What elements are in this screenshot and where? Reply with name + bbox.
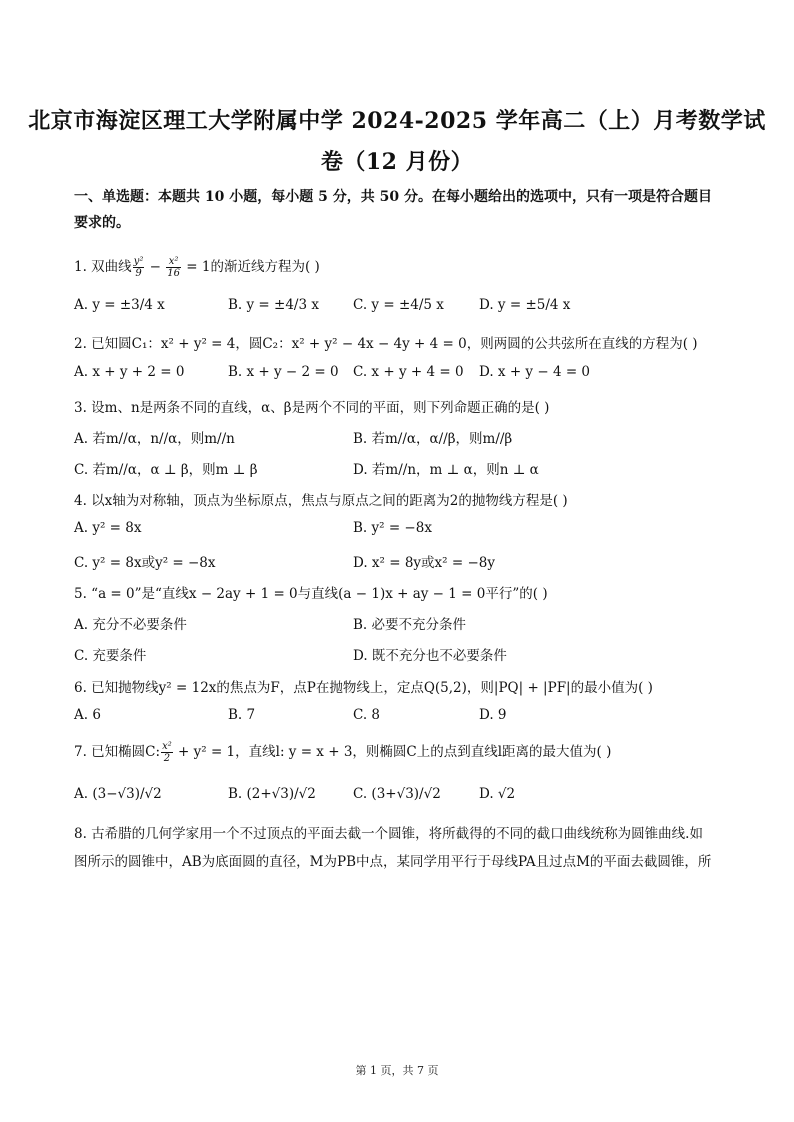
question-1-stem: 1. 双曲线 $\frac{\text{y²}}{9}$ − $\frac{\text{x²}}{16}$ = 1的渐近线方程为( ) bbox=[74, 256, 320, 279]
page-title-line2: 卷（12 月份） bbox=[320, 149, 474, 175]
q4-option-a: A. y² = 8x bbox=[74, 520, 142, 536]
q2-option-b: B. x + y − 2 = 0 bbox=[228, 364, 339, 380]
q4-option-c: C. y² = 8x或y² = −8x bbox=[74, 555, 216, 571]
q6-option-d: D. 9 bbox=[479, 707, 507, 723]
section-heading: 一、单选题：本题共 10 小题，每小题 5 分，共 50 分。在每小题给出的选项中，只有一项是符合题目要求的。 bbox=[74, 189, 712, 231]
q2-option-c: C. x + y + 4 = 0 bbox=[353, 364, 464, 380]
q2-option-a: A. x + y + 2 = 0 bbox=[74, 364, 185, 380]
q1-option-c: C. y = ±4/5 x bbox=[353, 297, 444, 313]
q4-option-b: B. y² = −8x bbox=[353, 520, 432, 536]
q3-option-c: C. 若m//α，α ⊥ β，则m ⊥ β bbox=[74, 462, 258, 478]
q6-option-b: B. 7 bbox=[228, 707, 256, 723]
fraction: $\frac{\text{x²}}{16}$ bbox=[167, 256, 180, 279]
page-title-line1: 北京市海淀区理工大学附属中学 2024-2025 学年高二（上）月考数学试 bbox=[28, 108, 766, 134]
q7-option-c: C. (3+√3)/√2 bbox=[353, 786, 441, 802]
q7-option-a: A. (3−√3)/√2 bbox=[74, 786, 162, 802]
q3-option-a: A. 若m//α，n//α，则m//n bbox=[74, 431, 235, 447]
question-7-stem: 7. 已知椭圆C: $\frac{\text{x²}}{2}$ + y² = 1，直线l: y = x + 3，则椭圆C上的点到直线l距离的最大值为( ) bbox=[74, 741, 612, 764]
q5-option-a: A. 充分不必要条件 bbox=[74, 617, 187, 633]
q6-option-a: A. 6 bbox=[74, 707, 101, 723]
q5-option-c: C. 充要条件 bbox=[74, 648, 147, 664]
q3-option-d: D. 若m//n，m ⊥ α，则n ⊥ α bbox=[353, 462, 539, 478]
q7-option-b: B. (2+√3)/√2 bbox=[228, 786, 316, 802]
fraction: $\frac{\text{x²}}{2}$ bbox=[162, 741, 172, 764]
q7-option-d: D. √2 bbox=[479, 786, 516, 802]
q6-option-c: C. 8 bbox=[353, 707, 381, 723]
q4-option-d: D. x² = 8y或x² = −8y bbox=[353, 555, 496, 571]
question-6-stem: 6. 已知抛物线y² = 12x的焦点为F，点P在抛物线上，定点Q(5,2)，则|PQ| + |PF|的最小值为( ) bbox=[74, 680, 653, 696]
q1-option-d: D. y = ±5/4 x bbox=[479, 297, 571, 313]
question-8-stem bbox=[74, 820, 724, 876]
fraction: $\frac{\text{y²}}{9}$ bbox=[133, 256, 144, 279]
q1-option-a: A. y = ±3/4 x bbox=[74, 297, 165, 313]
q3-option-b: B. 若m//α，α//β，则m//β bbox=[353, 431, 513, 447]
q5-option-d: D. 既不充分也不必要条件 bbox=[353, 648, 507, 664]
question-4-stem: 4. 以x轴为对称轴，顶点为坐标原点，焦点与原点之间的距离为2的抛物线方程是( ) bbox=[74, 493, 568, 509]
question-2-stem: 2. 已知圆C₁：x² + y² = 4，圆C₂：x² + y² − 4x − 4y + 4 = 0，则两圆的公共弦所在直线的方程为( ) bbox=[74, 336, 698, 352]
q5-option-b: B. 必要不充分条件 bbox=[353, 617, 467, 633]
q1-option-b: B. y = ±4/3 x bbox=[228, 297, 319, 313]
q8-line1: 8. 古希腊的几何学家用一个不过顶点的平面去截一个圆锥，将所截得的不同的截口曲线统称为圆锥曲线.如 bbox=[74, 826, 703, 842]
q8-line2: 图所示的圆锥中，AB为底面圆的直径，M为PB中点，某同学用平行于母线PA且过点M的平面去截圆锥，所 bbox=[74, 854, 712, 870]
question-5-stem: 5. “a = 0”是“直线x − 2ay + 1 = 0与直线(a − 1)x + ay − 1 = 0平行”的( ) bbox=[74, 586, 548, 602]
page-footer: 第 1 页，共 7 页 bbox=[355, 1064, 439, 1077]
q2-option-d: D. x + y − 4 = 0 bbox=[479, 364, 591, 380]
question-3-stem: 3. 设m、n是两条不同的直线，α、β是两个不同的平面，则下列命题正确的是( ) bbox=[74, 400, 550, 416]
